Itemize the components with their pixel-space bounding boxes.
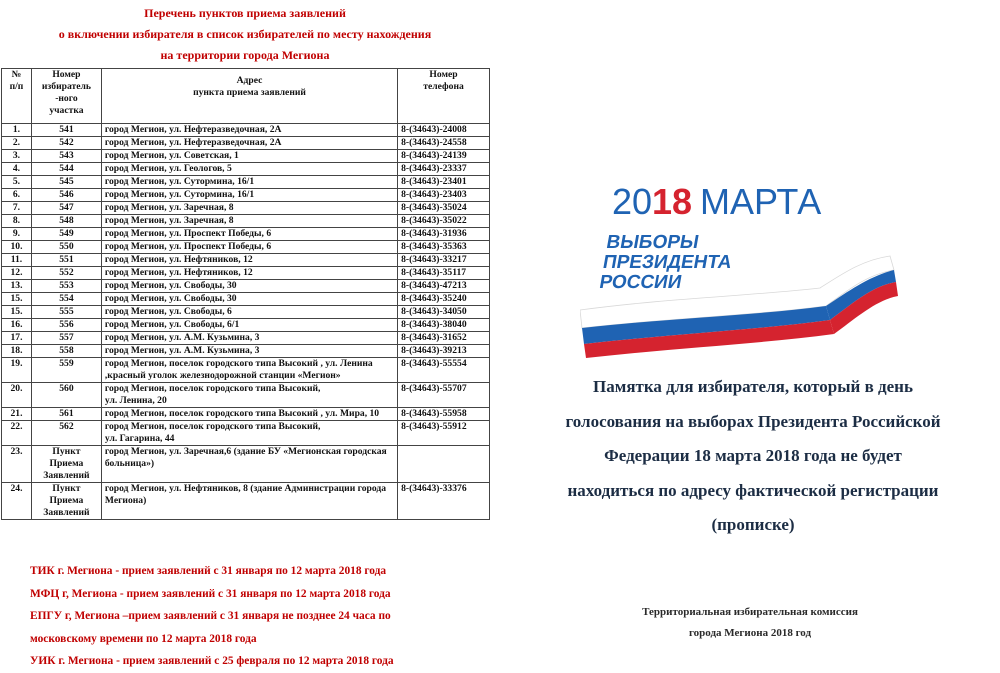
row-phone	[398, 446, 490, 483]
row-phone: 8-(34643)-24008	[398, 124, 490, 137]
row-num: 17.	[2, 332, 32, 345]
commission-signature	[550, 602, 950, 644]
row-phone: 8-(34643)-24139	[398, 150, 490, 163]
voter-memo	[508, 370, 998, 543]
row-precinct: Пункт Приема Заявлений	[31, 483, 101, 520]
row-address: город Мегион, поселок городского типа Высокий, ул. Ленина, 20	[101, 383, 397, 408]
table-row	[2, 137, 490, 150]
row-precinct: Пункт Приема Заявлений	[31, 446, 101, 483]
row-num: 23.	[2, 446, 32, 483]
table-row	[2, 319, 490, 332]
row-precinct: 549	[31, 228, 101, 241]
notes	[30, 560, 450, 673]
row-address: город Мегион, ул. Нефтеразведочная, 2А	[101, 124, 397, 137]
table-row	[2, 408, 490, 421]
table-row	[2, 306, 490, 319]
row-precinct: 557	[31, 332, 101, 345]
row-address: город Мегион, ул. Свободы, 30	[101, 293, 397, 306]
row-address: город Мегион, ул. Проспект Победы, 6	[101, 241, 397, 254]
logo-year-suffix: 18	[652, 181, 693, 222]
row-address: город Мегион, поселок городского типа Высокий , ул. Ленина ,красный уголок железнодорожной станции «Мегион»	[101, 358, 397, 383]
row-precinct: 544	[31, 163, 101, 176]
row-num: 16.	[2, 319, 32, 332]
row-phone: 8-(34643)-55554	[398, 358, 490, 383]
row-num: 19.	[2, 358, 32, 383]
row-address: город Мегион, ул. Свободы, 30	[101, 280, 397, 293]
election-logo	[580, 178, 900, 363]
table-row	[2, 189, 490, 202]
table-row	[2, 215, 490, 228]
row-phone: 8-(34643)-33217	[398, 254, 490, 267]
row-precinct: 548	[31, 215, 101, 228]
table-row	[2, 176, 490, 189]
row-num: 6.	[2, 189, 32, 202]
logo-month: МАРТА	[700, 181, 822, 222]
row-precinct: 555	[31, 306, 101, 319]
row-precinct: 551	[31, 254, 101, 267]
row-address: город Мегион, ул. Нефтяников, 12	[101, 267, 397, 280]
row-num: 9.	[2, 228, 32, 241]
row-precinct: 552	[31, 267, 101, 280]
row-num: 12.	[2, 267, 32, 280]
memo-line-4: находиться по адресу фактической регистрации	[567, 480, 939, 500]
row-precinct: 560	[31, 383, 101, 408]
precinct-table	[1, 68, 490, 520]
row-address: город Мегион, ул. Свободы, 6/1	[101, 319, 397, 332]
header-num: № п/п	[2, 69, 32, 124]
commission-line-2: города Мегиона 2018 год	[688, 627, 812, 639]
table-row	[2, 124, 490, 137]
row-num: 1.	[2, 124, 32, 137]
table-row	[2, 332, 490, 345]
left-panel	[0, 0, 495, 666]
header-address: Адрес пункта приема заявлений	[101, 69, 397, 124]
logo-line-2: ПРЕЗИДЕНТА	[601, 252, 734, 273]
row-precinct: 547	[31, 202, 101, 215]
note-mfc: МФЦ г, Мегиона - прием заявлений с 31 января по 12 марта 2018 года	[30, 587, 391, 600]
memo-line-1: Памятка для избирателя, который в день	[593, 377, 913, 396]
row-num: 7.	[2, 202, 32, 215]
row-phone: 8-(34643)-55707	[398, 383, 490, 408]
row-phone: 8-(34643)-23403	[398, 189, 490, 202]
table-row	[2, 163, 490, 176]
row-phone: 8-(34643)-47213	[398, 280, 490, 293]
table-row	[2, 254, 490, 267]
row-precinct: 559	[31, 358, 101, 383]
row-address: город Мегион, ул. Свободы, 6	[101, 306, 397, 319]
row-precinct: 554	[31, 293, 101, 306]
row-num: 18.	[2, 345, 32, 358]
row-precinct: 543	[31, 150, 101, 163]
row-num: 20.	[2, 383, 32, 408]
row-num: 4.	[2, 163, 32, 176]
row-precinct: 546	[31, 189, 101, 202]
row-address: город Мегион, ул. Сутормина, 16/1	[101, 189, 397, 202]
row-precinct: 542	[31, 137, 101, 150]
row-phone: 8-(34643)-23337	[398, 163, 490, 176]
table-row	[2, 345, 490, 358]
row-num: 10.	[2, 241, 32, 254]
right-panel	[500, 0, 1000, 666]
row-address: город Мегион, ул. Советская, 1	[101, 150, 397, 163]
row-phone: 8-(34643)-23401	[398, 176, 490, 189]
table-row	[2, 202, 490, 215]
row-num: 3.	[2, 150, 32, 163]
row-num: 15.	[2, 306, 32, 319]
row-precinct: 541	[31, 124, 101, 137]
row-num: 8.	[2, 215, 32, 228]
row-address: город Мегион, ул. Заречная, 8	[101, 202, 397, 215]
table-row	[2, 446, 490, 483]
row-num: 22.	[2, 421, 32, 446]
table-row	[2, 483, 490, 520]
row-precinct: 556	[31, 319, 101, 332]
row-address: город Мегион, ул. Сутормина, 16/1	[101, 176, 397, 189]
logo-year-prefix: 20	[612, 181, 653, 222]
list-title-line-3: на территории города Мегиона	[160, 48, 330, 62]
list-title-line-1: Перечень пунктов приема заявлений	[144, 6, 346, 20]
list-title-line-2: о включении избирателя в список избирателей по месту нахождения	[58, 27, 432, 41]
row-precinct: 561	[31, 408, 101, 421]
row-address: город Мегион, ул. А.М. Кузьмина, 3	[101, 345, 397, 358]
note-epgu-cont: московскому времени по 12 марта 2018 года	[30, 632, 257, 645]
row-phone: 8-(34643)-55912	[398, 421, 490, 446]
row-address: город Мегион, ул. Заречная, 8	[101, 215, 397, 228]
row-address: город Мегион, поселок городского типа Высокий, ул. Гагарина, 44	[101, 421, 397, 446]
row-address: город Мегион, ул. Геологов, 5	[101, 163, 397, 176]
row-precinct: 550	[31, 241, 101, 254]
header-phone: Номер телефона	[398, 69, 490, 124]
note-uik: УИК г. Мегиона - прием заявлений с 25 февраля по 12 марта 2018 года	[30, 655, 394, 667]
row-phone: 8-(34643)-39213	[398, 345, 490, 358]
row-num: 5.	[2, 176, 32, 189]
row-num: 2.	[2, 137, 32, 150]
table-row	[2, 293, 490, 306]
table-row	[2, 358, 490, 383]
row-num: 21.	[2, 408, 32, 421]
logo-line-3: РОССИИ	[597, 272, 684, 293]
commission-line-1: Территориальная избирательная комиссия	[642, 606, 858, 618]
row-precinct: 562	[31, 421, 101, 446]
row-phone: 8-(34643)-35022	[398, 215, 490, 228]
row-num: 15.	[2, 293, 32, 306]
row-address: город Мегион, ул. А.М. Кузьмина, 3	[101, 332, 397, 345]
table-row	[2, 228, 490, 241]
logo-line-1: ВЫБОРЫ	[604, 232, 701, 253]
row-address: город Мегион, ул. Заречная,6 (здание БУ «Мегионская городская больница»)	[101, 446, 397, 483]
row-address: город Мегион, ул. Проспект Победы, 6	[101, 228, 397, 241]
row-phone: 8-(34643)-24558	[398, 137, 490, 150]
table-row	[2, 383, 490, 408]
table-row	[2, 241, 490, 254]
row-precinct: 545	[31, 176, 101, 189]
row-phone: 8-(34643)-55958	[398, 408, 490, 421]
row-num: 24.	[2, 483, 32, 520]
memo-line-2: голосования на выборах Президента Российской	[565, 411, 941, 431]
row-phone: 8-(34643)-38040	[398, 319, 490, 332]
row-num: 13.	[2, 280, 32, 293]
row-phone: 8-(34643)-35024	[398, 202, 490, 215]
note-epgu: ЕПГУ г, Мегиона –прием заявлений с 31 января не позднее 24 часа по	[30, 610, 391, 622]
memo-line-3: Федерации 18 марта 2018 года не будет	[604, 446, 902, 465]
memo-line-5: (прописке)	[711, 515, 795, 534]
row-address: город Мегион, ул. Нефтяников, 8 (здание Администрации города Мегиона)	[101, 483, 397, 520]
note-tik: ТИК г. Мегиона - прием заявлений с 31 января по 12 марта 2018 года	[30, 565, 387, 577]
table-row	[2, 421, 490, 446]
table-row	[2, 150, 490, 163]
row-address: город Мегион, ул. Нефтяников, 12	[101, 254, 397, 267]
row-phone: 8-(34643)-35117	[398, 267, 490, 280]
row-num: 11.	[2, 254, 32, 267]
row-precinct: 553	[31, 280, 101, 293]
table-row	[2, 280, 490, 293]
row-phone: 8-(34643)-34050	[398, 306, 490, 319]
row-precinct: 558	[31, 345, 101, 358]
row-phone: 8-(34643)-35363	[398, 241, 490, 254]
row-phone: 8-(34643)-31936	[398, 228, 490, 241]
row-phone: 8-(34643)-33376	[398, 483, 490, 520]
table-row	[2, 267, 490, 280]
row-phone: 8-(34643)-31652	[398, 332, 490, 345]
row-address: город Мегион, поселок городского типа Высокий , ул. Мира, 10	[101, 408, 397, 421]
header-precinct: Номер избиратель -ного участка	[31, 69, 101, 124]
row-phone: 8-(34643)-35240	[398, 293, 490, 306]
row-address: город Мегион, ул. Нефтеразведочная, 2А	[101, 137, 397, 150]
